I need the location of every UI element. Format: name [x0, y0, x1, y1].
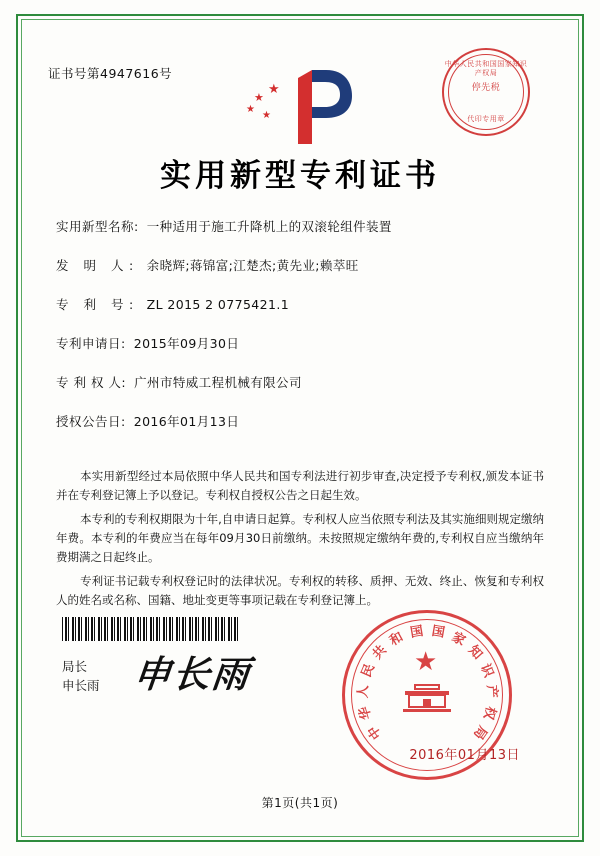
field-label: 发 明 人: — [56, 258, 139, 273]
agency-seal-top — [442, 48, 530, 136]
handwritten-signature: 申长雨 — [131, 652, 253, 696]
page-footer: 第1页(共1页) — [261, 796, 339, 810]
seal-char: 国 — [430, 623, 446, 641]
seal-char: 和 — [386, 629, 406, 649]
seal-char: 局 — [469, 722, 490, 742]
seal-char: 中 — [364, 722, 385, 742]
star-icon: ★ — [268, 82, 280, 97]
field-row-utility-model-name — [56, 217, 544, 235]
star-icon: ★ — [254, 91, 264, 104]
field-row-grant-date — [56, 412, 544, 430]
paragraph: 本专利的专利权期限为十年,自申请日起算。专利权人应当依照专利法及其实施细则规定缴纳年费。本专利的年费应当在每年09月30日前缴纳。未按照规定缴纳年费的,专利权自应当缴纳年费期满之日起终止。 — [56, 512, 544, 564]
body-paragraphs — [56, 467, 544, 615]
seal-middle-text: 停先税 — [471, 83, 501, 93]
signature-block — [62, 657, 100, 695]
seal-char: 家 — [448, 629, 468, 649]
star-icon: ★ — [262, 110, 271, 121]
sipo-logo — [240, 68, 360, 148]
field-row-patent-number — [56, 295, 544, 313]
field-label: 专 利 号: — [56, 297, 139, 312]
seal-char: 国 — [408, 623, 424, 641]
seal-char: 华 — [356, 704, 375, 721]
field-value: 2016年01月13日 — [133, 414, 240, 429]
seal-char: 共 — [369, 642, 390, 663]
paragraph: 本实用新型经过本局依照中华人民共和国专利法进行初步审查,决定授予专利权,颁发本证书并在专利登记簿上予以登记。专利权自授权公告之日起生效。 — [56, 469, 544, 502]
signature-title: 局长 — [62, 659, 88, 674]
fields-list — [56, 217, 544, 451]
field-label: 专 利 权 人: — [56, 375, 127, 390]
field-row-patentee — [56, 373, 544, 391]
field-value: ZL 2015 2 0775421.1 — [146, 297, 290, 312]
star-icon: ★ — [246, 104, 255, 115]
barcode — [62, 617, 238, 641]
field-value: 一种适用于施工升降机上的双滚轮组件装置 — [146, 219, 392, 234]
certificate-content — [34, 32, 566, 824]
field-row-inventors — [56, 256, 544, 274]
seal-char: 产 — [483, 684, 499, 699]
signature-name: 申长雨 — [62, 678, 100, 693]
field-row-application-date — [56, 334, 544, 352]
seal-bottom-text: 代印专用章 — [467, 115, 505, 123]
seal-char: 民 — [358, 661, 378, 680]
certificate-number: 证书号第4947616号 — [48, 66, 173, 81]
field-value: 2015年09月30日 — [133, 336, 240, 351]
field-value: 广州市特威工程机械有限公司 — [134, 375, 302, 390]
field-label: 授权公告日: — [56, 414, 126, 429]
seal-char: 知 — [464, 642, 485, 663]
paragraph: 专利证书记载专利权登记时的法律状况。专利权的转移、质押、无效、终止、恢复和专利权人的姓名或名称、国籍、地址变更等事项记载在专利登记簿上。 — [56, 574, 544, 607]
page-title: 实用新型专利证书 — [160, 158, 440, 194]
seal-char: 识 — [476, 661, 496, 680]
seal-date: 2016年01月13日 — [409, 748, 520, 763]
field-label: 实用新型名称: — [56, 219, 139, 234]
p-monogram-icon — [292, 68, 354, 146]
field-value: 余晓辉;蒋锦富;江楚杰;黄先业;赖萃旺 — [146, 258, 359, 273]
seal-char: 人 — [355, 684, 371, 699]
star-icon: ★ — [414, 647, 438, 677]
field-label: 专利申请日: — [56, 336, 126, 351]
seal-char: 权 — [479, 704, 498, 721]
seal-top-text: 中华人民共和国国家知识产权局 — [444, 60, 528, 77]
